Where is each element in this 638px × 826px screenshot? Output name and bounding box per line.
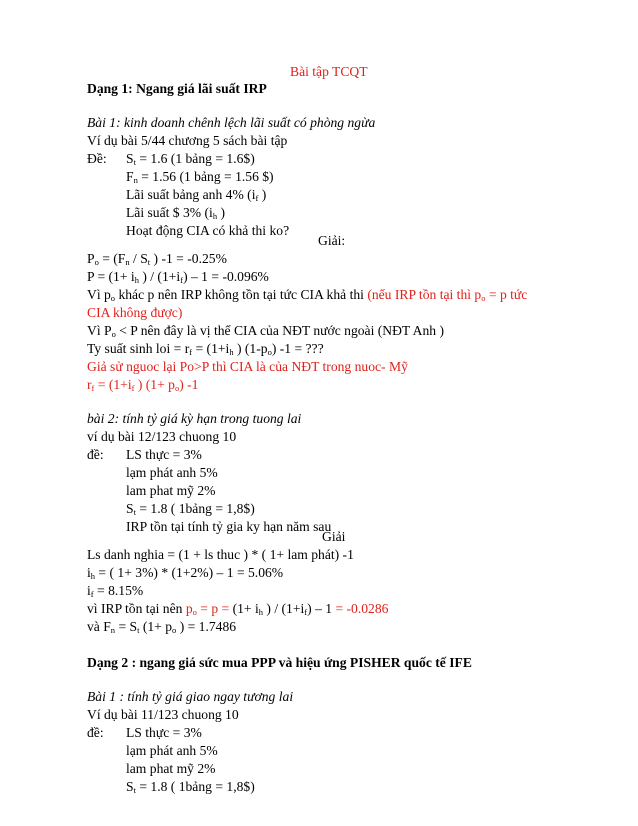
section2-exercise1-us-inflation: lam phat mỹ 2% xyxy=(126,761,216,776)
exercise1-question: Hoạt động CIA có khả thi ko? xyxy=(126,223,290,238)
exercise1-spot-rate: $S_t = 1.6$ (1 bảng = 1.6$) xyxy=(126,151,255,167)
exercise2-title: bài 2: tính tỷ giá kỳ hạn trong tuong lai xyxy=(87,411,302,426)
exercise1-forward-rate: $F_n = 1.56$ (1 bảng = 1.56 $) xyxy=(126,169,274,185)
section2-exercise1-reference: Ví dụ bài 11/123 chuong 10 xyxy=(87,707,239,722)
exercise1-solution-line-1: $P_o = (F_n / S_t$ ) -1 = -0.25% xyxy=(87,251,227,267)
exercise1-uk-interest: Lãi suất bảng anh 4% ($i_f$ ) xyxy=(126,187,267,203)
exercise1-reference: Ví dụ bài 5/44 chương 5 sách bài tập xyxy=(87,133,288,148)
exercise2-spot-rate: $S_t = 1.8$ ( 1bảng = 1,8$) xyxy=(126,501,255,517)
exercise1-solution-label: Giải: xyxy=(318,233,346,248)
document-title: Bài tập TCQT xyxy=(290,64,368,79)
exercise1-title: Bài 1: kinh doanh chênh lệch lãi suất có phòng ngừa xyxy=(87,115,376,130)
exercise2-us-inflation: lam phat mỹ 2% xyxy=(126,483,216,498)
exercise2-question: IRP tồn tại tính tỷ gia ky hạn năm sau xyxy=(126,519,332,534)
exercise2-solution-line-1: Ls danh nghia = (1 + ls thuc ) * ( 1+ lam phát) -1 xyxy=(87,547,354,562)
section2-heading: Dạng 2 : ngang giá sức mua PPP và hiệu ứng PISHER quốc tế IFE xyxy=(87,655,472,670)
exercise2-solution-line-2: $i_h$ = ( 1+ 3%) * (1+2%) – 1 = 5.06% xyxy=(87,565,284,581)
section2-exercise1-spot-rate: $S_t = 1.8$ ( 1bảng = 1,8$) xyxy=(126,779,255,795)
exercise1-solution-line-3-cont: CIA không được) xyxy=(87,305,183,320)
exercise1-de-label: Đề: xyxy=(87,151,107,166)
exercise1-solution-line-3: Vì $p_o$ khác p nên IRP không tồn tại tức CIA khả thi (nếu IRP tồn tại thì $p_o = p$ tức xyxy=(87,287,528,303)
section2-exercise1-de-label: đề: xyxy=(87,725,104,740)
exercise1-solution-line-6: Giả sử nguoc lại Po>P thì CIA là của NĐT trong nuoc- Mỹ xyxy=(87,359,408,374)
exercise2-reference: ví dụ bài 12/123 chuong 10 xyxy=(87,429,237,444)
exercise2-real-rate: LS thực = 3% xyxy=(126,447,202,462)
exercise1-solution-line-4: Vì $P_o < P$ nên đây là vị thế CIA của NĐT nước ngoài (NĐT Anh ) xyxy=(87,323,444,339)
exercise2-solution-line-5: và $F_n = S_t$ ($1+ p_o$ ) = 1.7486 xyxy=(87,619,237,635)
section1-heading: Dạng 1: Ngang giá lãi suất IRP xyxy=(87,81,267,96)
exercise2-solution-line-4: vì IRP tồn tại nên $p_o = p = (1+ i_h$ ) / $(1+i_f) - 1 = -0.0286$ xyxy=(87,601,389,617)
exercise2-solution-line-3: $i_f = 8.15\%$ xyxy=(87,583,144,599)
exercise1-solution-line-2: $P = (1+ i_h$ ) / $(1+i_f) - 1 = -0.096\%$ xyxy=(87,269,269,285)
exercise2-de-label: đề: xyxy=(87,447,104,462)
section2-exercise1-uk-inflation: lạm phát anh 5% xyxy=(126,743,218,758)
exercise2-solution-label: Giải xyxy=(322,529,346,544)
exercise2-uk-inflation: lạm phát anh 5% xyxy=(126,465,218,480)
exercise1-solution-line-5: Ty suất sinh loi = $r_f = (1+i_h$ ) $(1-p_o) -1$ = ??? xyxy=(87,341,324,357)
section2-exercise1-title: Bài 1 : tính tỷ giá giao ngay tương lai xyxy=(87,689,294,704)
section2-exercise1-real-rate: LS thực = 3% xyxy=(126,725,202,740)
exercise1-solution-line-7: $r_f = (1+i_f$ ) $(1+ p_o)$ -1 xyxy=(87,377,199,393)
exercise1-us-interest: Lãi suất $ 3% ($i_h$ ) xyxy=(126,205,226,221)
